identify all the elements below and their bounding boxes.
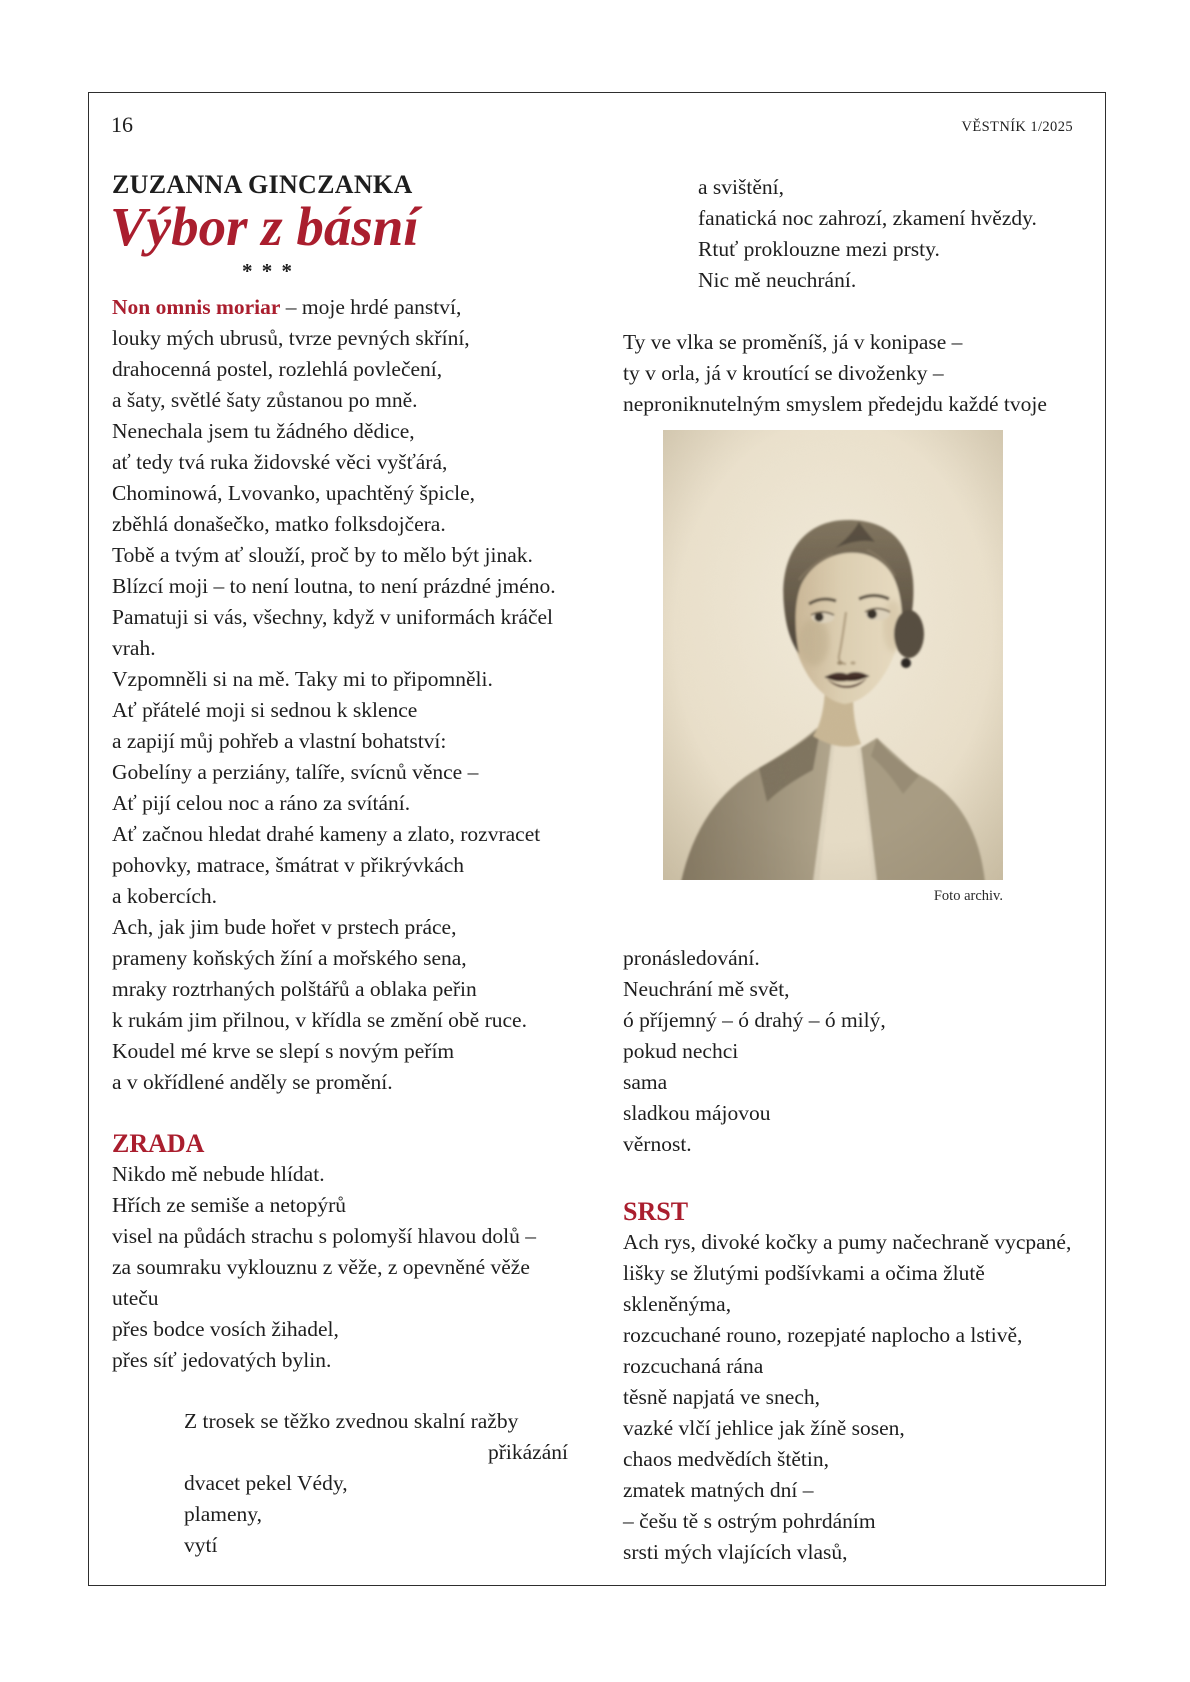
poem-line: pohovky, matrace, šmátrat v přikrývkách bbox=[112, 853, 465, 877]
poem-line: Ty ve vlka se proměníš, já v konipase – bbox=[623, 330, 963, 354]
poem-line: pronásledování. bbox=[623, 946, 760, 970]
poem-line: přes bodce vosích žihadel, bbox=[112, 1317, 339, 1341]
page-title: Výbor z básní bbox=[110, 196, 419, 257]
poem-line: Blízcí moji – to není loutna, to není prázdné jméno. bbox=[112, 574, 556, 598]
poem-line: prameny koňských žíní a mořského sena, bbox=[112, 946, 467, 970]
poem-line: a zapijí můj pohřeb a vlastní bohatství: bbox=[112, 729, 447, 753]
stanza-gap bbox=[112, 1376, 572, 1406]
page-number: 16 bbox=[111, 112, 133, 137]
poem-line bbox=[112, 292, 572, 323]
stanza-trosek-rest bbox=[112, 1468, 572, 1561]
poem-line: uteču bbox=[112, 1286, 159, 1310]
poem-line: Ach rys, divoké kočky a pumy načechraně vycpané, bbox=[623, 1230, 1072, 1254]
poem-line: Gobelíny a perziány, talíře, svícnů věnce – bbox=[112, 760, 479, 784]
poem-srst bbox=[623, 1227, 1085, 1568]
poem-line: a svištění, bbox=[698, 175, 784, 199]
poem-line: rozcuchaná rána bbox=[623, 1354, 764, 1378]
poem-line: Nenechala jsem tu žádného dědice, bbox=[112, 419, 415, 443]
poem-author: ZUZANNA GINCZANKA bbox=[112, 170, 413, 199]
poem-line: Ať přátelé moji si sednou k sklence bbox=[112, 698, 418, 722]
poem-line: Nikdo mě nebude hlídat. bbox=[112, 1162, 325, 1186]
poem-line: visel na půdách strachu s polomyší hlavou dolů – bbox=[112, 1224, 536, 1248]
poem-line: drahocenná postel, rozlehlá povlečení, bbox=[112, 357, 443, 381]
poem-line: srsti mých vlajících vlasů, bbox=[623, 1540, 848, 1564]
stanza-gap bbox=[623, 296, 1085, 327]
poem-line: přikázání bbox=[488, 1440, 568, 1464]
stanza-gap bbox=[112, 1098, 572, 1128]
poem-line: Pamatuji si vás, všechny, když v uniformách kráčel bbox=[112, 605, 554, 629]
poem-line: Tobě a tvým ať slouží, proč by to mělo být jinak. bbox=[112, 543, 533, 567]
poem-line: zběhlá donašečko, matko folksdojčera. bbox=[112, 512, 446, 536]
poem-line: Koudel mé krve se slepí s novým peřím bbox=[112, 1039, 455, 1063]
poem-line: zmatek matných dní – bbox=[623, 1478, 814, 1502]
poem-line: dvacet pekel Védy, bbox=[184, 1471, 348, 1495]
poem-line: Ať pijí celou noc a ráno za svítání. bbox=[112, 791, 411, 815]
poem-line: lišky se žlutými podšívkami a očima žlutě bbox=[623, 1261, 985, 1285]
poem-lead: Non omnis moriar bbox=[112, 295, 281, 319]
poem-line: vazké vlčí jehlice jak žíně sosen, bbox=[623, 1416, 905, 1440]
poem-line: za soumraku vyklouznu z věže, z opevněné věže bbox=[112, 1255, 530, 1279]
poem-line: Rtuť proklouzne mezi prsty. bbox=[698, 237, 940, 261]
poem-line: věrnost. bbox=[623, 1132, 692, 1156]
poem-line: louky mých ubrusů, tvrze pevných skříní, bbox=[112, 326, 470, 350]
poem-line: přes síť jedovatých bylin. bbox=[112, 1348, 332, 1372]
poem-line: Chominowá, Lvovanko, upachtěný špicle, bbox=[112, 481, 476, 505]
poem-line: – češu tě s ostrým pohrdáním bbox=[623, 1509, 876, 1533]
stanza-svisteni bbox=[623, 172, 1085, 296]
poem-heading-srst: SRST bbox=[623, 1197, 689, 1226]
poem-line: skleněnýma, bbox=[623, 1292, 732, 1316]
stanza-vlk bbox=[623, 327, 1085, 420]
poem-line: Hřích ze semiše a netopýrů bbox=[112, 1193, 347, 1217]
poem-line: a šaty, světlé šaty zůstanou po mně. bbox=[112, 388, 418, 412]
poem-zrada bbox=[112, 1159, 572, 1376]
section-separator: * * * bbox=[242, 259, 294, 283]
journal-issue: VĚSTNÍK 1/2025 bbox=[961, 119, 1073, 135]
poem-line: sama bbox=[623, 1070, 668, 1094]
poem-line: vrah. bbox=[112, 636, 156, 660]
poem-line: pokud nechci bbox=[623, 1039, 739, 1063]
poem-line: Ach, jak jim bude hořet v prstech práce, bbox=[112, 915, 457, 939]
poem-line: Z trosek se těžko zvednou skalní ražby bbox=[184, 1409, 519, 1433]
portrait-photo bbox=[663, 430, 1003, 905]
poem-line: mraky roztrhaných polštářů a oblaka peřin bbox=[112, 977, 477, 1001]
stanza-pronasledovani bbox=[623, 943, 1085, 1160]
poem-line: fanatická noc zahrozí, zkamení hvězdy. bbox=[698, 206, 1037, 230]
poem-line: rozcuchané rouno, rozepjaté naplocho a lstivě, bbox=[623, 1323, 1023, 1347]
poem-line: a v okřídlené anděly se promění. bbox=[112, 1070, 393, 1094]
poem-line: Vzpomněli si na mě. Taky mi to připomněli. bbox=[112, 667, 493, 691]
poem-line: vytí bbox=[184, 1533, 218, 1557]
poem-heading-zrada: ZRADA bbox=[112, 1129, 205, 1158]
stanza-trosek bbox=[112, 1406, 572, 1561]
right-column bbox=[623, 172, 1085, 1568]
left-column bbox=[112, 292, 572, 1561]
poem-line: sladkou májovou bbox=[623, 1101, 771, 1125]
poem-line: Neuchrání mě svět, bbox=[623, 977, 790, 1001]
poem-line: těsně napjatá ve snech, bbox=[623, 1385, 820, 1409]
poem-line: Ať začnou hledat drahé kameny a zlato, rozvracet bbox=[112, 822, 541, 846]
poem-line: Nic mě neuchrání. bbox=[698, 268, 857, 292]
poem-line: ať tedy tvá ruka židovské věci vyšťárá, bbox=[112, 450, 448, 474]
poem-line: plameny, bbox=[184, 1502, 263, 1526]
poem-line: chaos medvědích štětin, bbox=[623, 1447, 829, 1471]
poem-line: ó příjemný – ó drahý – ó milý, bbox=[623, 1008, 886, 1032]
poem-line: neproniknutelným smyslem předejdu každé tvoje bbox=[623, 392, 1047, 416]
poem-line: a kobercích. bbox=[112, 884, 218, 908]
poem-line: ty v orla, já v kroutící se divoženky – bbox=[623, 361, 944, 385]
poem-non-omnis bbox=[112, 323, 572, 1098]
poem-lead-rest: – moje hrdé panství, bbox=[280, 295, 462, 319]
photo-credit: Foto archiv. bbox=[933, 888, 1003, 904]
portrait-photo-illustration bbox=[663, 430, 1003, 880]
poem-line: k rukám jim přilnou, v křídla se změní obě ruce. bbox=[112, 1008, 527, 1032]
